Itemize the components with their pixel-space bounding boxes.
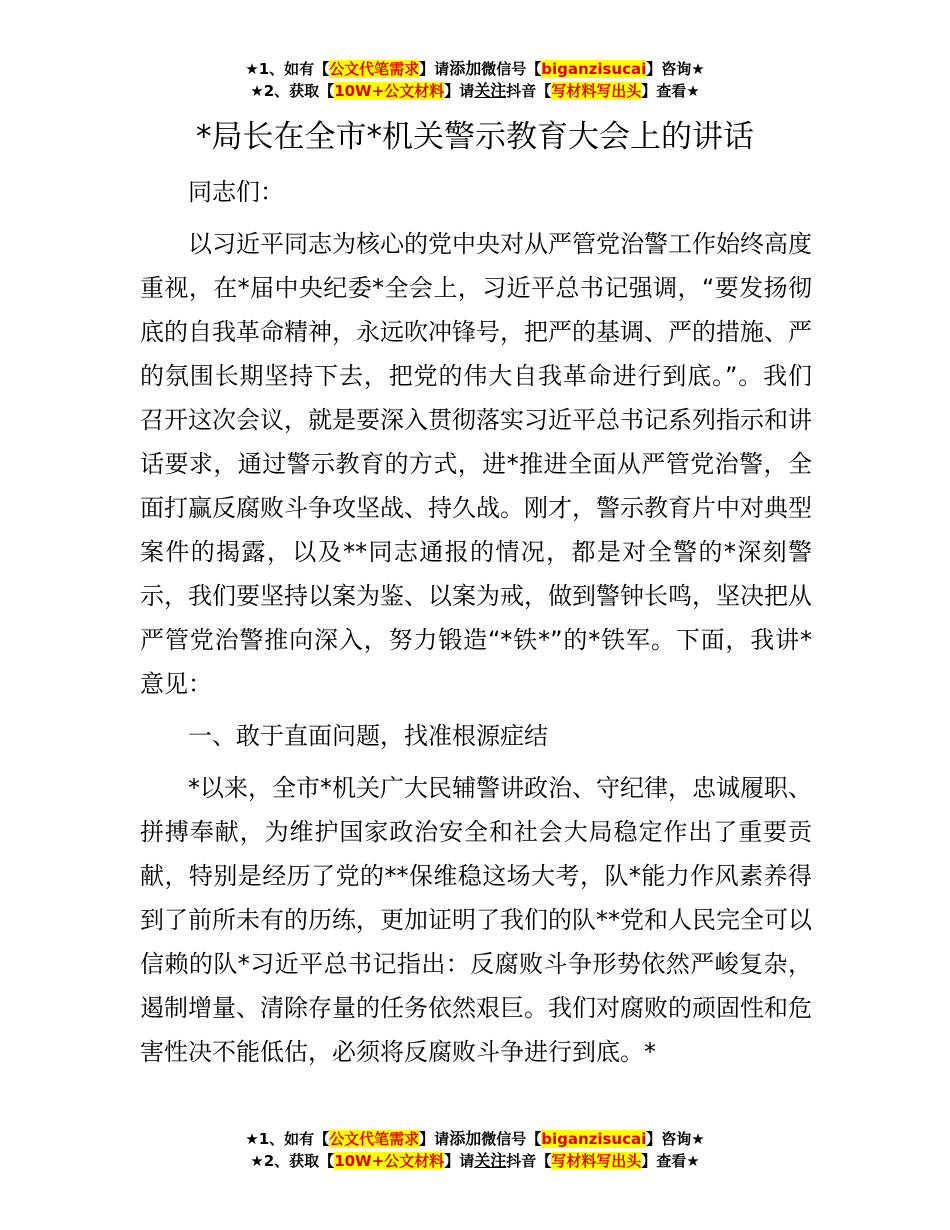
footer-banner bbox=[0, 1128, 950, 1172]
paragraph-1: 以习近平同志为核心的党中央对从严管党治警工作始终高度重视，在*届中央纪委*全会上，习近平总书记强调，“要发扬彻底的自我革命精神，永远吹冲锋号，把严的基调、严的措施、严的氛围长期坚持下去，把党的伟大自我革命进行到底。”。我们召开这次会议，就是要深入贯彻落实习近平总书记系列指示和讲话要求，通过警示教育的方式，进*推进全面从严管党治警，全面打赢反腐败斗争攻坚战、持久战。刚才，警示教育片中对典型案件的揭露，以及**同志通报的情况，都是对全警的*深刻警示，我们要坚持以案为鉴、以案为戒，做到警钟长鸣，坚决把从严管党治警推向深入，努力锻造“*铁*”的*铁军。下面，我讲*意见： bbox=[140, 230, 812, 698]
highlight-service: 公文代笔需求 bbox=[329, 60, 420, 78]
highlight-wechat-id: biganzisucai bbox=[541, 1130, 647, 1148]
emphasis-follow: 关注 bbox=[474, 81, 507, 100]
highlight-douyin-id: 写材料写出头 bbox=[551, 1152, 642, 1170]
emphasis-add: 添加 bbox=[449, 1129, 482, 1148]
emphasis-add: 添加 bbox=[449, 59, 482, 78]
emphasis-follow: 关注 bbox=[474, 1151, 507, 1170]
salutation: 同志们： bbox=[188, 178, 284, 206]
highlight-materials: 10W+公文材料 bbox=[334, 1152, 445, 1170]
section-heading-1: 一、敢于直面问题，找准根源症结 bbox=[188, 722, 548, 750]
banner-line-2: ★2、获取【10W+公文材料】请关注抖音【写材料写出头】查看★ bbox=[250, 81, 700, 100]
document-title: *局长在全市*机关警示教育大会上的讲话 bbox=[196, 119, 754, 155]
highlight-service: 公文代笔需求 bbox=[329, 1130, 420, 1148]
highlight-douyin-id: 写材料写出头 bbox=[551, 82, 642, 100]
document-body bbox=[140, 170, 812, 1074]
highlight-materials: 10W+公文材料 bbox=[334, 82, 445, 100]
banner-line-1: ★1、如有【公文代笔需求】请添加微信号【biganzisucai】咨询★ bbox=[245, 59, 705, 78]
banner-line-1: ★1、如有【公文代笔需求】请添加微信号【biganzisucai】咨询★ bbox=[245, 1129, 705, 1148]
header-banner bbox=[0, 58, 950, 102]
paragraph-2: *以来，全市*机关广大民辅警讲政治、守纪律，忠诚履职、拼搏奉献，为维护国家政治安全和社会大局稳定作出了重要贡献，特别是经历了党的**保维稳这场大考，队*能力作风素养得到了前所未有的历练，更加证明了我们的队**党和人民完全可以信赖的队*习近平总书记指出：反腐败斗争形势依然严峻复杂，遏制增量、清除存量的任务依然艰巨。我们对腐败的顽固性和危害性决不能低估，必须将反腐败斗争进行到底。* bbox=[140, 774, 812, 1066]
banner-line-2: ★2、获取【10W+公文材料】请关注抖音【写材料写出头】查看★ bbox=[250, 1151, 700, 1170]
highlight-wechat-id: biganzisucai bbox=[541, 60, 647, 78]
